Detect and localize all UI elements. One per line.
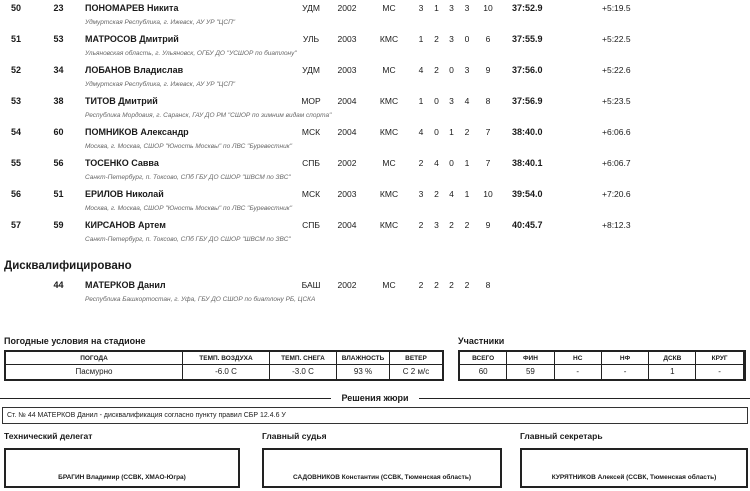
result-row: [0, 127, 750, 158]
participants-value-cell: -: [602, 365, 648, 379]
signature-box: [262, 448, 502, 488]
shooting-stage-1-cell: 2: [418, 158, 424, 168]
region-cell: УДМ: [302, 3, 320, 13]
region-cell: УЛЬ: [302, 34, 320, 44]
region-cell: МСК: [301, 189, 321, 199]
result-row-main: [0, 280, 750, 293]
qualification-cell: КМС: [379, 96, 399, 106]
official-role: Главный секретарь: [520, 431, 603, 441]
club-line: Санкт-Петербург, п. Токсово, СПб ГБУ ДО СШОР "ШВСМ по ЗВС": [85, 174, 291, 181]
shooting-stage-3-cell: 2: [449, 220, 454, 230]
result-row: [0, 280, 750, 311]
shooting-stage-4-cell: 2: [464, 127, 470, 137]
shooting-stage-2-cell: 4: [434, 158, 439, 168]
signature-box: [4, 448, 240, 488]
bib-cell: 44: [53, 280, 64, 290]
result-row-main: [0, 158, 750, 171]
shooting-stage-1-cell: 2: [418, 280, 424, 290]
participants-header-cell: НФ: [602, 352, 648, 364]
participants-value-cell: 1: [649, 365, 695, 379]
official-role: Главный судья: [262, 431, 327, 441]
participants-value-cell: -: [555, 365, 601, 379]
penalty-total-cell: 8: [485, 280, 491, 290]
shooting-stage-3-cell: 3: [449, 96, 454, 106]
disqualified-section: [0, 260, 750, 311]
region-cell: МСК: [301, 127, 321, 137]
participants-title: Участники: [458, 336, 505, 346]
gap-cell: +5:19.5: [602, 3, 631, 13]
time-cell: 40:45.7: [512, 220, 543, 230]
shooting-stage-4-cell: 4: [464, 96, 470, 106]
participants-table: [458, 350, 746, 381]
shooting-stage-2-cell: 0: [434, 127, 439, 137]
officials-section: [0, 431, 750, 491]
club-line: Удмуртская Республика, г. Ижевск, АУ УР "ЦСП": [85, 19, 236, 26]
result-row-main: [0, 96, 750, 109]
official-chief-secretary: [520, 431, 748, 488]
qualification-cell: МС: [382, 280, 396, 290]
shooting-stage-2-cell: 3: [434, 220, 439, 230]
shooting-stage-1-cell: 1: [418, 96, 424, 106]
participants-value-cell: 60: [460, 365, 506, 379]
participants-value-cell: -: [696, 365, 742, 379]
shooting-stage-4-cell: 2: [464, 280, 470, 290]
qualification-cell: МС: [382, 158, 396, 168]
participants-section: [458, 336, 746, 381]
rank-cell: 57: [10, 220, 21, 230]
result-row: [0, 189, 750, 220]
penalty-total-cell: 6: [485, 34, 491, 44]
shooting-stage-4-cell: 0: [464, 34, 470, 44]
qualification-cell: МС: [382, 65, 396, 75]
gap-cell: +7:20.6: [602, 189, 631, 199]
year-cell: 2002: [337, 3, 357, 13]
shooting-stage-1-cell: 4: [418, 127, 424, 137]
weather-section: [4, 336, 444, 381]
results-list: [0, 3, 750, 251]
club-line: Республика Мордовия, г. Саранск, ГАУ ДО РМ "СШОР по зимним видам спорта": [85, 112, 332, 119]
participants-header-cell: КРУГ: [696, 352, 742, 364]
participants-header-cell: ДСКВ: [649, 352, 695, 364]
gap-cell: +5:22.6: [602, 65, 631, 75]
shooting-stage-3-cell: 0: [449, 65, 454, 75]
bib-cell: 56: [53, 158, 64, 168]
divider-line: [419, 398, 750, 399]
bib-cell: 23: [53, 3, 64, 13]
bib-cell: 34: [53, 65, 64, 75]
disqualified-title: Дисквалифицировано: [4, 260, 132, 272]
time-cell: 38:40.1: [512, 158, 543, 168]
year-cell: 2003: [337, 34, 357, 44]
shooting-stage-2-cell: 2: [434, 34, 439, 44]
penalty-total-cell: 10: [483, 189, 493, 199]
qualification-cell: КМС: [379, 220, 399, 230]
athlete-name: КИРСАНОВ Артем: [85, 220, 166, 230]
participants-header-cell: ВСЕГО: [460, 352, 506, 364]
shooting-stage-3-cell: 3: [449, 3, 454, 13]
jury-decision-box: Ст. № 44 МАТЕРКОВ Данил - дисквалификация согласно пункту правил СБР 12.4.6 У: [2, 407, 748, 424]
rank-cell: 56: [10, 189, 21, 199]
penalty-total-cell: 7: [485, 127, 491, 137]
participants-header-cell: НС: [555, 352, 601, 364]
shooting-stage-1-cell: 3: [418, 189, 424, 199]
jury-section: [0, 393, 750, 424]
result-row: [0, 96, 750, 127]
rank-cell: 51: [10, 34, 21, 44]
shooting-stage-2-cell: 2: [434, 65, 439, 75]
region-cell: СПБ: [302, 158, 320, 168]
club-line: Республика Башкортостан, г. Уфа, ГБУ ДО СШОР по биатлону РБ, ЦСКА: [85, 296, 316, 303]
year-cell: 2004: [337, 127, 357, 137]
penalty-total-cell: 8: [485, 96, 491, 106]
penalty-total-cell: 10: [483, 3, 493, 13]
athlete-name: МАТЕРКОВ Данил: [85, 280, 166, 290]
result-row: [0, 34, 750, 65]
weather-header-cell: ВЕТЕР: [390, 352, 442, 364]
shooting-stage-4-cell: 3: [464, 3, 470, 13]
weather-value-cell: С 2 м/с: [390, 365, 442, 379]
jury-title: Решения жюри: [341, 393, 409, 403]
qualification-cell: КМС: [379, 189, 399, 199]
bib-cell: 38: [53, 96, 64, 106]
year-cell: 2002: [337, 158, 357, 168]
penalty-total-cell: 9: [485, 220, 491, 230]
year-cell: 2003: [337, 189, 357, 199]
club-line: Удмуртская Республика, г. Ижевск, АУ УР "ЦСП": [85, 81, 236, 88]
club-line: Москва, г. Москва, СШОР "Юность Москвы" по ЛВС "Буревестник": [85, 205, 293, 212]
athlete-name: ЕРИЛОВ Николай: [85, 189, 164, 199]
signature-box: [520, 448, 748, 488]
region-cell: УДМ: [302, 65, 320, 75]
gap-cell: +5:22.5: [602, 34, 631, 44]
jury-heading: [0, 393, 750, 403]
shooting-stage-2-cell: 2: [434, 189, 439, 199]
shooting-stage-3-cell: 0: [449, 158, 454, 168]
athlete-name: МАТРОСОВ Дмитрий: [85, 34, 179, 44]
shooting-stage-2-cell: 1: [434, 3, 439, 13]
shooting-stage-1-cell: 4: [418, 65, 424, 75]
athlete-name: ПОНОМАРЕВ Никита: [85, 3, 179, 13]
result-row-main: [0, 189, 750, 202]
weather-header-cell: ТЕМП. СНЕГА: [270, 352, 336, 364]
participants-header-cell: ФИН: [507, 352, 553, 364]
rank-cell: 54: [10, 127, 21, 137]
club-line: Ульяновская область, г. Ульяновск, ОГБУ ДО "УСШОР по биатлону": [85, 50, 297, 57]
year-cell: 2004: [337, 220, 357, 230]
result-row-main: [0, 3, 750, 16]
official-role: Технический делегат: [4, 431, 93, 441]
weather-value-cell: -6.0 C: [183, 365, 269, 379]
weather-title: Погодные условия на стадионе: [4, 336, 146, 346]
athlete-name: ПОМНИКОВ Александр: [85, 127, 189, 137]
dsq-list: [0, 280, 750, 311]
shooting-stage-3-cell: 3: [449, 34, 454, 44]
rank-cell: 52: [10, 65, 21, 75]
rank-cell: 55: [10, 158, 21, 168]
shooting-stage-1-cell: 2: [418, 220, 424, 230]
gap-cell: +6:06.6: [602, 127, 631, 137]
official-name: САДОВНИКОВ Константин (ССВК, Тюменская область): [293, 474, 471, 481]
bib-cell: 51: [53, 189, 64, 199]
bib-cell: 60: [53, 127, 64, 137]
shooting-stage-3-cell: 4: [449, 189, 454, 199]
shooting-stage-4-cell: 1: [464, 189, 470, 199]
qualification-cell: КМС: [379, 34, 399, 44]
result-row-main: [0, 34, 750, 47]
athlete-name: ЛОБАНОВ Владислав: [85, 65, 184, 75]
penalty-total-cell: 7: [485, 158, 491, 168]
official-technical-delegate: [4, 431, 240, 488]
bib-cell: 59: [53, 220, 64, 230]
weather-value-cell: -3.0 C: [270, 365, 336, 379]
time-cell: 37:56.9: [512, 96, 543, 106]
year-cell: 2003: [337, 65, 357, 75]
time-cell: 37:56.0: [512, 65, 543, 75]
year-cell: 2002: [337, 280, 357, 290]
result-row-main: [0, 127, 750, 140]
club-line: Москва, г. Москва, СШОР "Юность Москвы" по ЛВС "Буревестник": [85, 143, 293, 150]
time-cell: 39:54.0: [512, 189, 543, 199]
gap-cell: +5:23.5: [602, 96, 631, 106]
shooting-stage-4-cell: 2: [464, 220, 470, 230]
penalty-total-cell: 9: [485, 65, 491, 75]
time-cell: 38:40.0: [512, 127, 543, 137]
shooting-stage-3-cell: 1: [449, 127, 454, 137]
gap-cell: +6:06.7: [602, 158, 631, 168]
result-row: [0, 65, 750, 96]
rank-cell: 50: [10, 3, 21, 13]
athlete-name: ТИТОВ Дмитрий: [85, 96, 158, 106]
time-cell: 37:55.9: [512, 34, 543, 44]
weather-value-cell: Пасмурно: [6, 365, 182, 379]
official-chief-judge: [262, 431, 502, 488]
qualification-cell: КМС: [379, 127, 399, 137]
bib-cell: 53: [53, 34, 64, 44]
shooting-stage-2-cell: 2: [434, 280, 439, 290]
divider-line: [0, 398, 331, 399]
official-name: КУРЯТНИКОВ Алексей (ССВК, Тюменская область): [551, 474, 717, 481]
athlete-name: ТОСЕНКО Савва: [85, 158, 159, 168]
year-cell: 2004: [337, 96, 357, 106]
shooting-stage-4-cell: 1: [464, 158, 470, 168]
weather-header-cell: ПОГОДА: [6, 352, 182, 364]
result-row-main: [0, 65, 750, 78]
official-name: БРАГИН Владимир (ССВК, ХМАО-Югра): [58, 474, 186, 481]
weather-table: [4, 350, 444, 381]
gap-cell: +8:12.3: [602, 220, 631, 230]
shooting-stage-3-cell: 2: [449, 280, 454, 290]
region-cell: СПБ: [302, 220, 320, 230]
participants-value-cell: 59: [507, 365, 553, 379]
weather-value-cell: 93 %: [337, 365, 389, 379]
region-cell: БАШ: [301, 280, 321, 290]
rank-cell: 53: [10, 96, 21, 106]
time-cell: 37:52.9: [512, 3, 543, 13]
shooting-stage-1-cell: 1: [418, 34, 424, 44]
shooting-stage-2-cell: 0: [434, 96, 439, 106]
result-row-main: [0, 220, 750, 233]
qualification-cell: МС: [382, 3, 396, 13]
weather-header-cell: ТЕМП. ВОЗДУХА: [183, 352, 269, 364]
weather-header-cell: ВЛАЖНОСТЬ: [337, 352, 389, 364]
result-row: [0, 220, 750, 251]
region-cell: МОР: [301, 96, 321, 106]
shooting-stage-1-cell: 3: [418, 3, 424, 13]
shooting-stage-4-cell: 3: [464, 65, 470, 75]
result-row: [0, 158, 750, 189]
club-line: Санкт-Петербург, п. Токсово, СПб ГБУ ДО СШОР "ШВСМ по ЗВС": [85, 236, 291, 243]
result-row: [0, 3, 750, 34]
